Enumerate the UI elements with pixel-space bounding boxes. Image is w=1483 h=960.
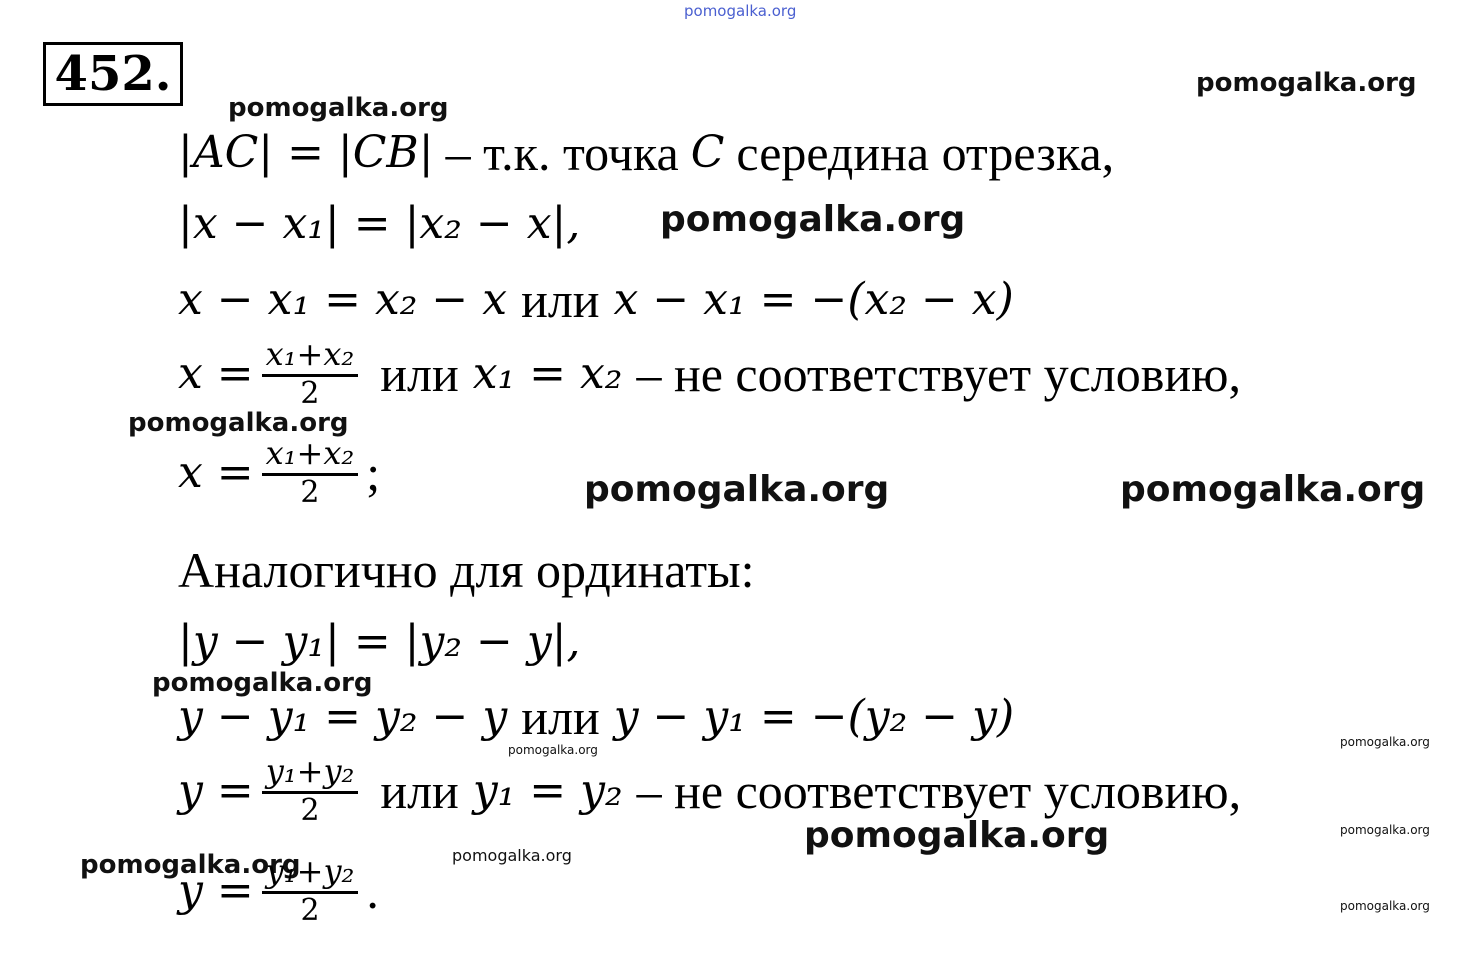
fraction-numerator: x₁+x₂ (262, 338, 359, 377)
equation-x-case-2: x − x₁ = −(x₂ − x) (613, 274, 1014, 325)
or-word: или (380, 762, 459, 819)
solution-line-5 (178, 434, 381, 510)
x-lhs: x = (178, 446, 254, 498)
fraction-numerator: y₁+y₂ (262, 855, 359, 894)
fraction-numerator: x₁+x₂ (262, 437, 359, 476)
watermark-right-big: pomogalka.org (1120, 469, 1426, 510)
y-lhs: y = (178, 864, 254, 916)
solution-line-1 (178, 125, 1115, 181)
solution-line-6 (178, 542, 755, 598)
x1-equals-x2: x₁ = x₂ (472, 347, 623, 399)
analogous-text: Аналогично для ординаты: (178, 542, 755, 598)
fraction-x-result (262, 434, 359, 510)
fraction-denominator: 2 (300, 375, 320, 411)
equation-y-case-2: y − y₁ = −(y₂ − y) (613, 691, 1015, 742)
solution-line-8 (178, 689, 1015, 745)
solution-line-4 (178, 335, 1241, 411)
point-c: C (690, 127, 725, 178)
fraction-x-midpoint (262, 335, 359, 411)
fraction-denominator: 2 (300, 892, 320, 928)
fraction-numerator: y₁+y₂ (262, 755, 359, 794)
y1-equals-y2: y₁ = y₂ (472, 764, 623, 816)
period: . (366, 862, 379, 919)
watermark-tiny-right-3: pomogalka.org (1340, 899, 1430, 913)
reason-text-end: середина отрезка, (736, 125, 1115, 181)
problem-number: 452. (43, 42, 183, 106)
watermark-left-lower: pomogalka.org (152, 668, 373, 698)
abs-equation-x: |x − x₁| = |x₂ − x|, (178, 198, 581, 249)
watermark-center-big: pomogalka.org (584, 469, 890, 510)
watermark-left-mid: pomogalka.org (128, 408, 349, 438)
watermark-bottom-left: pomogalka.org (80, 850, 301, 880)
watermark-bottom-big: pomogalka.org (804, 815, 1110, 856)
fraction-denominator: 2 (300, 792, 320, 828)
watermark-line-2: pomogalka.org (660, 199, 966, 240)
not-matching-text: – не соответствует условию, (636, 762, 1242, 819)
reason-text: – т.к. точка (445, 125, 679, 181)
watermark-bottom-mid: pomogalka.org (452, 846, 572, 865)
or-word: или (521, 272, 600, 328)
not-matching-text: – не соответствует условию, (636, 345, 1241, 402)
abs-equation-y: |y − y₁| = |y₂ − y|, (178, 616, 581, 667)
watermark-top: pomogalka.org (684, 2, 797, 20)
watermark-tiny-right-2: pomogalka.org (1340, 823, 1430, 837)
watermark-tiny-center: pomogalka.org (508, 743, 598, 757)
semicolon: ; (366, 444, 381, 501)
solution-line-7 (178, 616, 581, 667)
x-lhs: x = (178, 347, 254, 399)
or-word: или (380, 345, 459, 402)
fraction-y-midpoint (262, 752, 359, 828)
y-lhs: y = (178, 764, 254, 816)
watermark-under-number: pomogalka.org (228, 93, 449, 123)
fraction-y-result (262, 852, 359, 928)
solution-line-3 (178, 272, 1014, 328)
solution-line-2 (178, 198, 581, 249)
fraction-denominator: 2 (300, 474, 320, 510)
equation-x-case-1: x − x₁ = x₂ − x (178, 274, 508, 325)
watermark-tiny-right-1: pomogalka.org (1340, 735, 1430, 749)
or-word: или (521, 689, 600, 745)
watermark-header-right: pomogalka.org (1196, 68, 1417, 98)
segment-equality: |AC| = |CB| (178, 127, 434, 178)
equation-y-case-1: y − y₁ = y₂ − y (178, 691, 508, 742)
